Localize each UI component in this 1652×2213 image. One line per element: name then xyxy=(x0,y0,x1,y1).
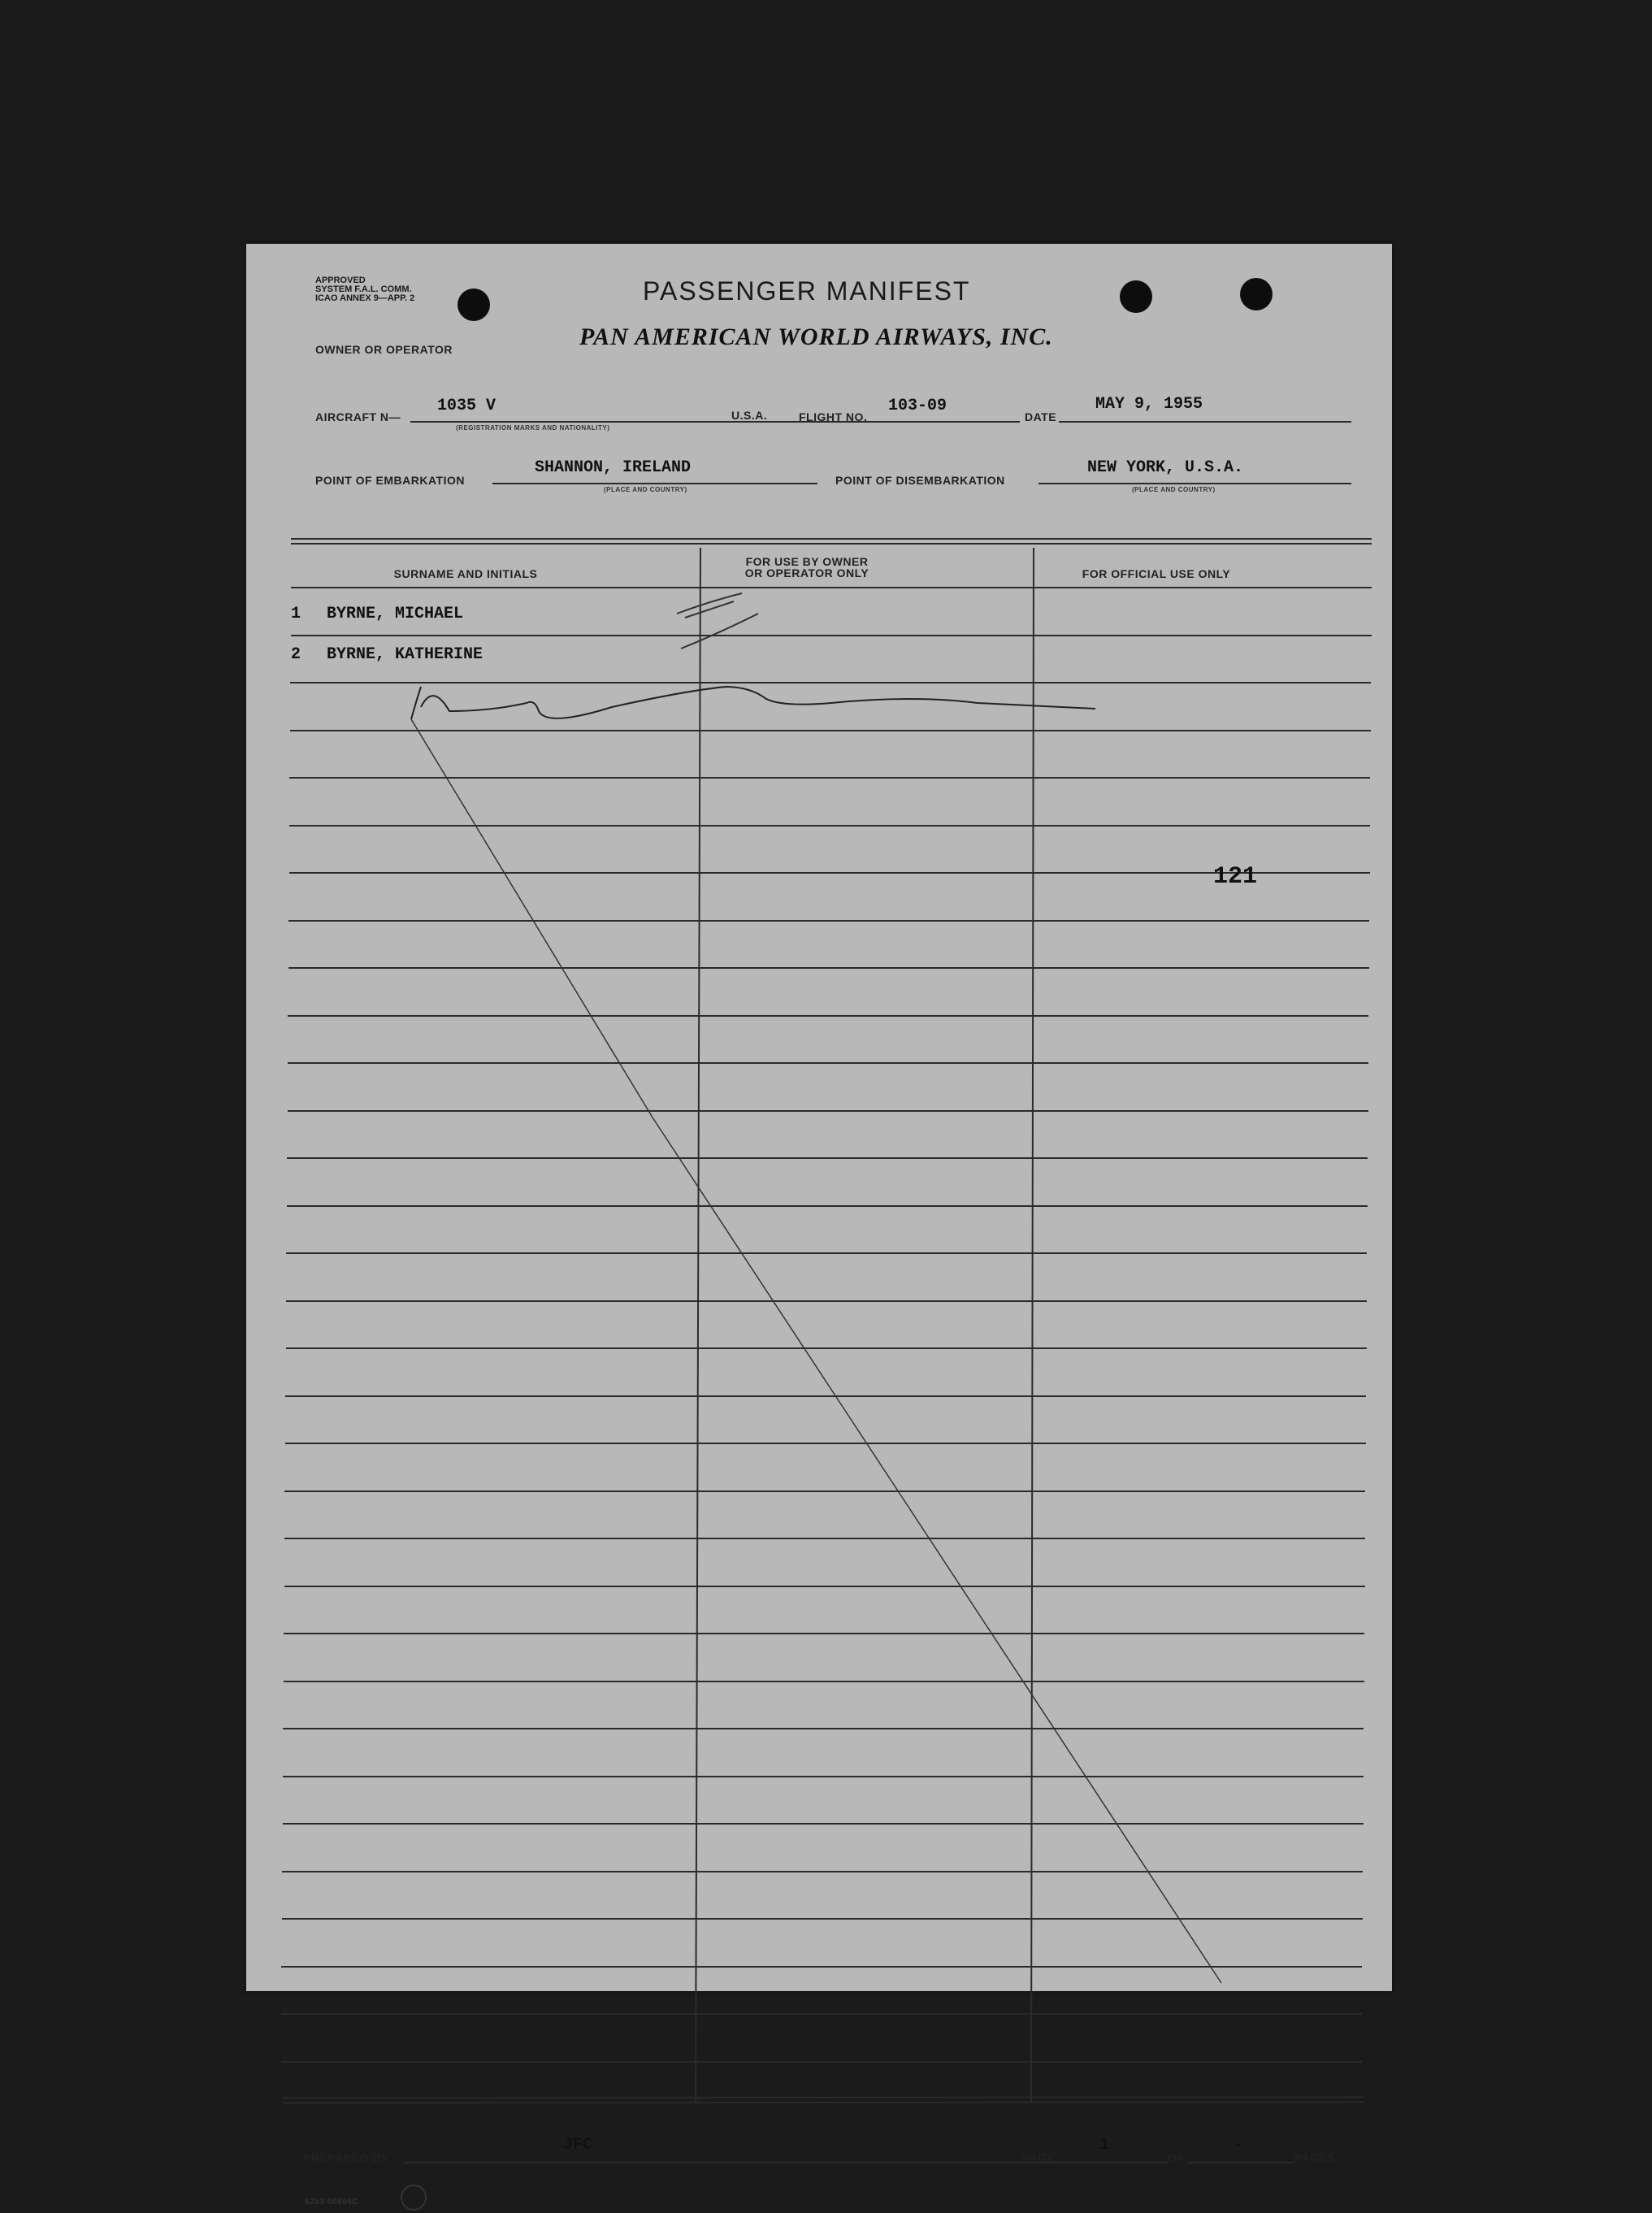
cancel-hook xyxy=(411,687,421,719)
table-bottom-rule xyxy=(283,2096,1364,2098)
cancel-diagonal xyxy=(411,719,1221,1983)
manifest-title: PASSENGER MANIFEST xyxy=(643,276,971,306)
check-mark xyxy=(677,593,758,649)
official-number: 121 xyxy=(1213,863,1258,891)
page-label: PAGE xyxy=(1022,2151,1056,2164)
approval-line: ICAO ANNEX 9—APP. 2 xyxy=(315,293,415,303)
of-label: OF xyxy=(1168,2151,1185,2164)
table-row-line xyxy=(281,2061,1362,2063)
flight-value: 103-09 xyxy=(888,397,947,415)
date-label: DATE xyxy=(1025,410,1057,423)
col-owner-header-line: OR OPERATOR ONLY xyxy=(744,566,869,579)
table-bottom-rule xyxy=(283,2101,1364,2103)
date-value: MAY 9, 1955 xyxy=(1095,395,1203,414)
of-value: - xyxy=(1234,2136,1244,2154)
aircraft-value: 1035 V xyxy=(437,397,496,415)
manifest-sheet xyxy=(246,244,1392,2206)
disembark-note: (PLACE AND COUNTRY) xyxy=(1132,486,1216,493)
form-number: 6253-00805C xyxy=(305,2198,359,2206)
flight-label: FLIGHT NO. xyxy=(799,410,868,423)
owner-label: OWNER OR OPERATOR xyxy=(315,343,453,356)
col-official-header: FOR OFFICIAL USE ONLY xyxy=(1082,567,1231,580)
embark-label: POINT OF EMBARKATION xyxy=(315,474,465,487)
printer-seal-icon xyxy=(401,2185,427,2211)
approval-line: APPROVED xyxy=(315,276,366,285)
disembark-label: POINT OF DISEMBARKATION xyxy=(835,474,1005,487)
prepared-value: JFC xyxy=(563,2136,593,2154)
col-owner-header-line: FOR USE BY OWNER xyxy=(745,555,869,568)
handwritten-marks xyxy=(246,244,1392,1991)
pages-underline xyxy=(1189,2162,1294,2163)
passenger-number: 2 xyxy=(291,645,301,664)
page-value: 1 xyxy=(1099,2136,1110,2154)
airline-name: PAN AMERICAN WORLD AIRWAYS, INC. xyxy=(579,323,1053,350)
pages-label: PAGES xyxy=(1294,2151,1336,2164)
registration-note: (REGISTRATION MARKS AND NATIONALITY) xyxy=(456,424,610,432)
passenger-name: BYRNE, MICHAEL xyxy=(327,605,464,623)
usa-label: U.S.A. xyxy=(731,409,768,422)
col-surname-header: SURNAME AND INITIALS xyxy=(393,567,538,580)
embark-note: (PLACE AND COUNTRY) xyxy=(604,486,687,493)
passenger-name: BYRNE, KATHERINE xyxy=(327,645,483,664)
aircraft-label: AIRCRAFT N— xyxy=(315,410,401,423)
table-row-line xyxy=(281,2013,1362,2015)
disembark-value: NEW YORK, U.S.A. xyxy=(1087,458,1244,477)
approval-line: SYSTEM F.A.L. COMM. xyxy=(315,284,412,294)
cancel-scribble xyxy=(421,687,1095,718)
passenger-number: 1 xyxy=(291,605,301,623)
prepared-label: PREPARED BY xyxy=(303,2151,389,2164)
embark-value: SHANNON, IRELAND xyxy=(535,458,692,477)
